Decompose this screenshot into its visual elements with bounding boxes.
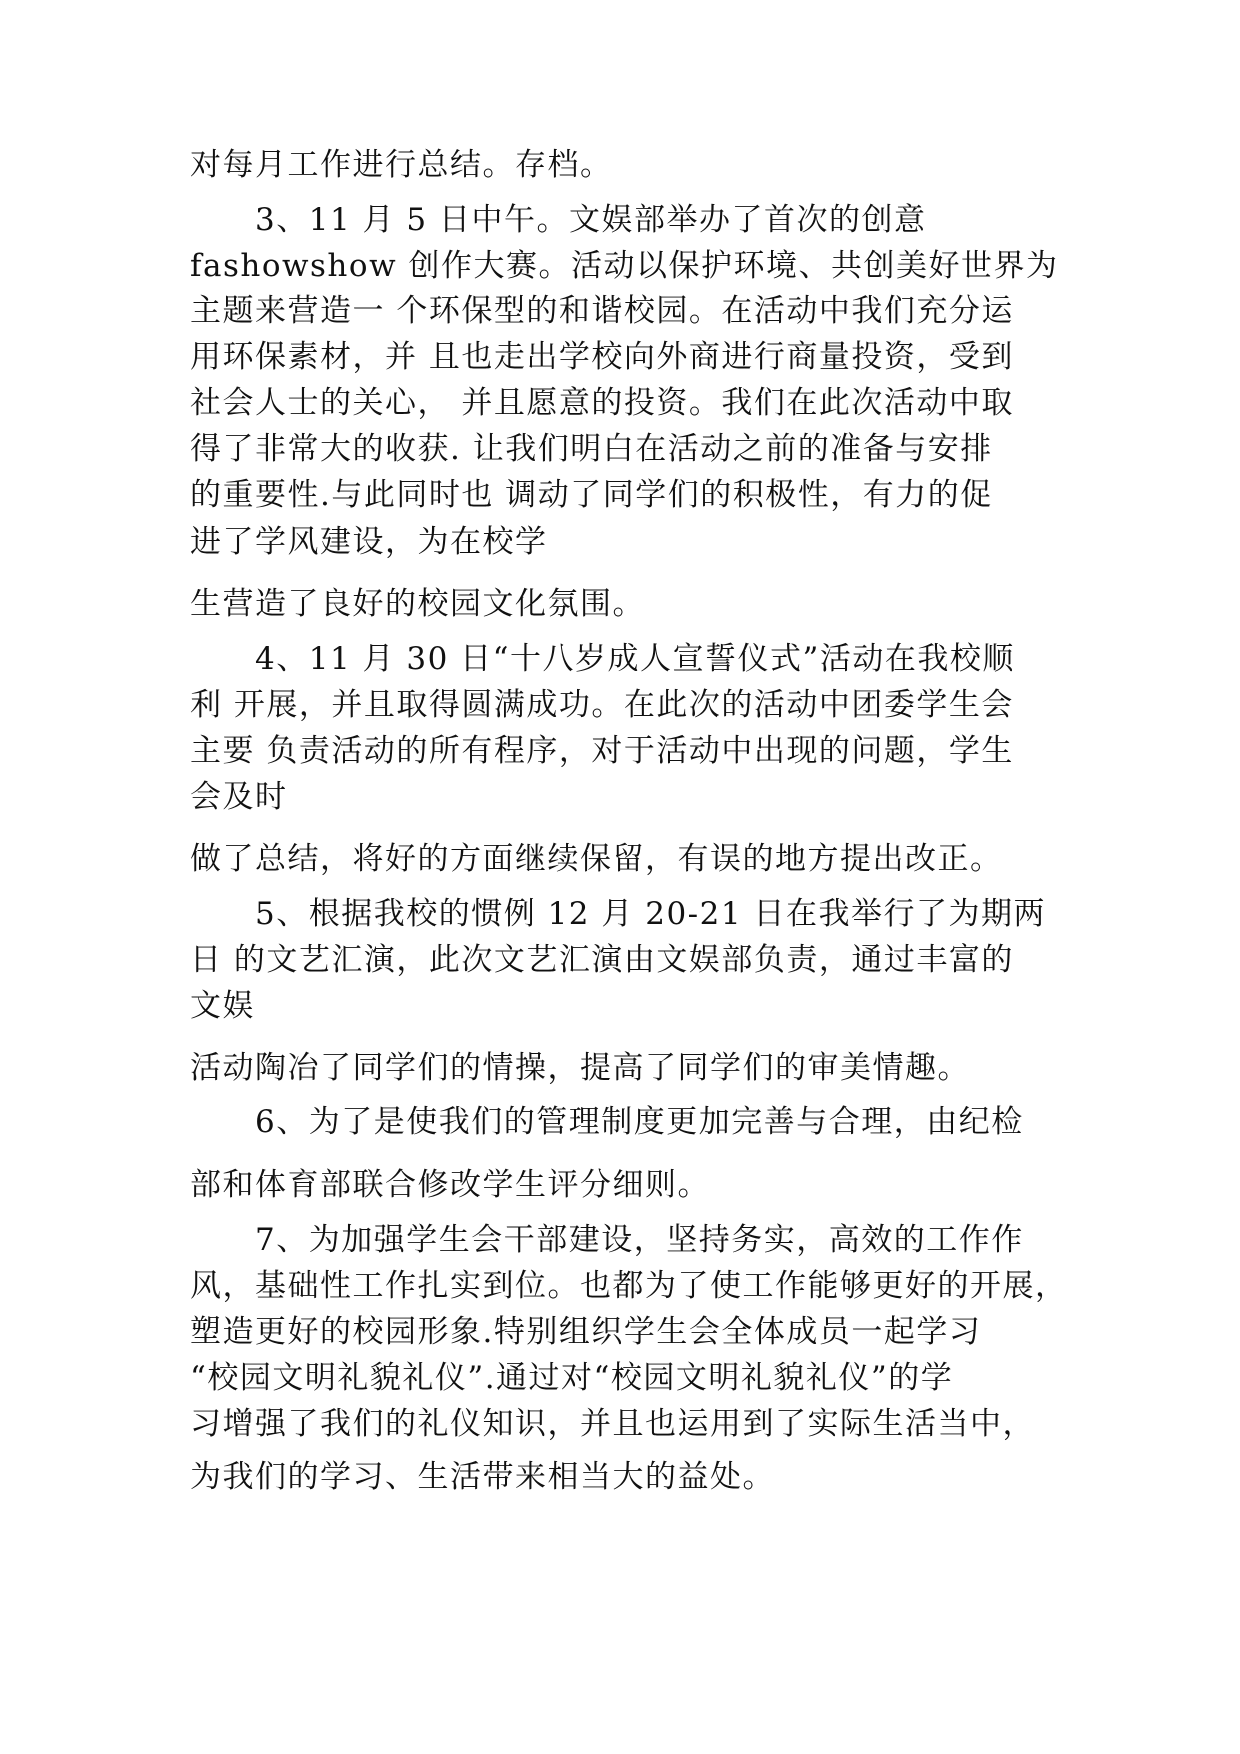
text-line: 会及时: [190, 779, 288, 815]
text-line: 3、11 月 5 日中午。文娱部举办了首次的创意: [255, 202, 927, 238]
text-line: 部和体育部联合修改学生评分细则。: [190, 1167, 710, 1203]
text-line: 6、为了是使我们的管理制度更加完善与合理，由纪检: [255, 1104, 1024, 1140]
text-line: 风，基础性工作扎实到位。也都为了使工作能够更好的开展，: [190, 1268, 1068, 1304]
text-line: 塑造更好的校园形象.特别组织学生会全体成员一起学习: [190, 1314, 982, 1350]
text-line: 利 开展，并且取得圆满成功。在此次的活动中团委学生会: [190, 687, 1014, 723]
text-line: 习增强了我们的礼仪知识，并且也运用到了实际生活当中，: [190, 1406, 1035, 1442]
text-line: 得了非常大的收获. 让我们明白在活动之前的准备与安排: [190, 431, 993, 467]
text-line: 用环保素材，并 且也走出学校向外商进行商量投资，受到: [190, 339, 1014, 375]
text-line: 为我们的学习、生活带来相当大的益处。: [190, 1459, 775, 1495]
text-line: 对每月工作进行总结。存档。: [190, 147, 613, 183]
text-line: 5、根据我校的惯例 12 月 20-21 日在我举行了为期两: [255, 896, 1046, 932]
text-line: 的重要性.与此同时也 调动了同学们的积极性，有力的促: [190, 477, 993, 513]
text-line: fashowshow 创作大赛。活动以保护环境、共创美好世界为: [190, 248, 1059, 284]
text-line: 做了总结，将好的方面继续保留，有误的地方提出改正。: [190, 841, 1003, 877]
text-line: 7、为加强学生会干部建设，坚持务实，高效的工作作: [255, 1222, 1024, 1258]
text-line: 主题来营造一 个环保型的和谐校园。在活动中我们充分运: [190, 293, 1014, 329]
text-line: 活动陶冶了同学们的情操，提高了同学们的审美情趣。: [190, 1050, 970, 1086]
text-line: “校园文明礼貌礼仪”.通过对“校园文明礼貌礼仪”的学: [190, 1360, 954, 1396]
text-line: 进了学风建设，为在校学: [190, 524, 548, 560]
text-line: 生营造了良好的校园文化氛围。: [190, 586, 645, 622]
text-line: 4、11 月 30 日“十八岁成人宣誓仪式”活动在我校顺: [255, 641, 1015, 677]
text-line: 文娱: [190, 988, 255, 1024]
text-line: 社会人士的关心， 并且愿意的投资。我们在此次活动中取: [190, 385, 1014, 421]
text-line: 日 的文艺汇演，此次文艺汇演由文娱部负责，通过丰富的: [190, 942, 1014, 978]
text-line: 主要 负责活动的所有程序，对于活动中出现的问题，学生: [190, 733, 1014, 769]
